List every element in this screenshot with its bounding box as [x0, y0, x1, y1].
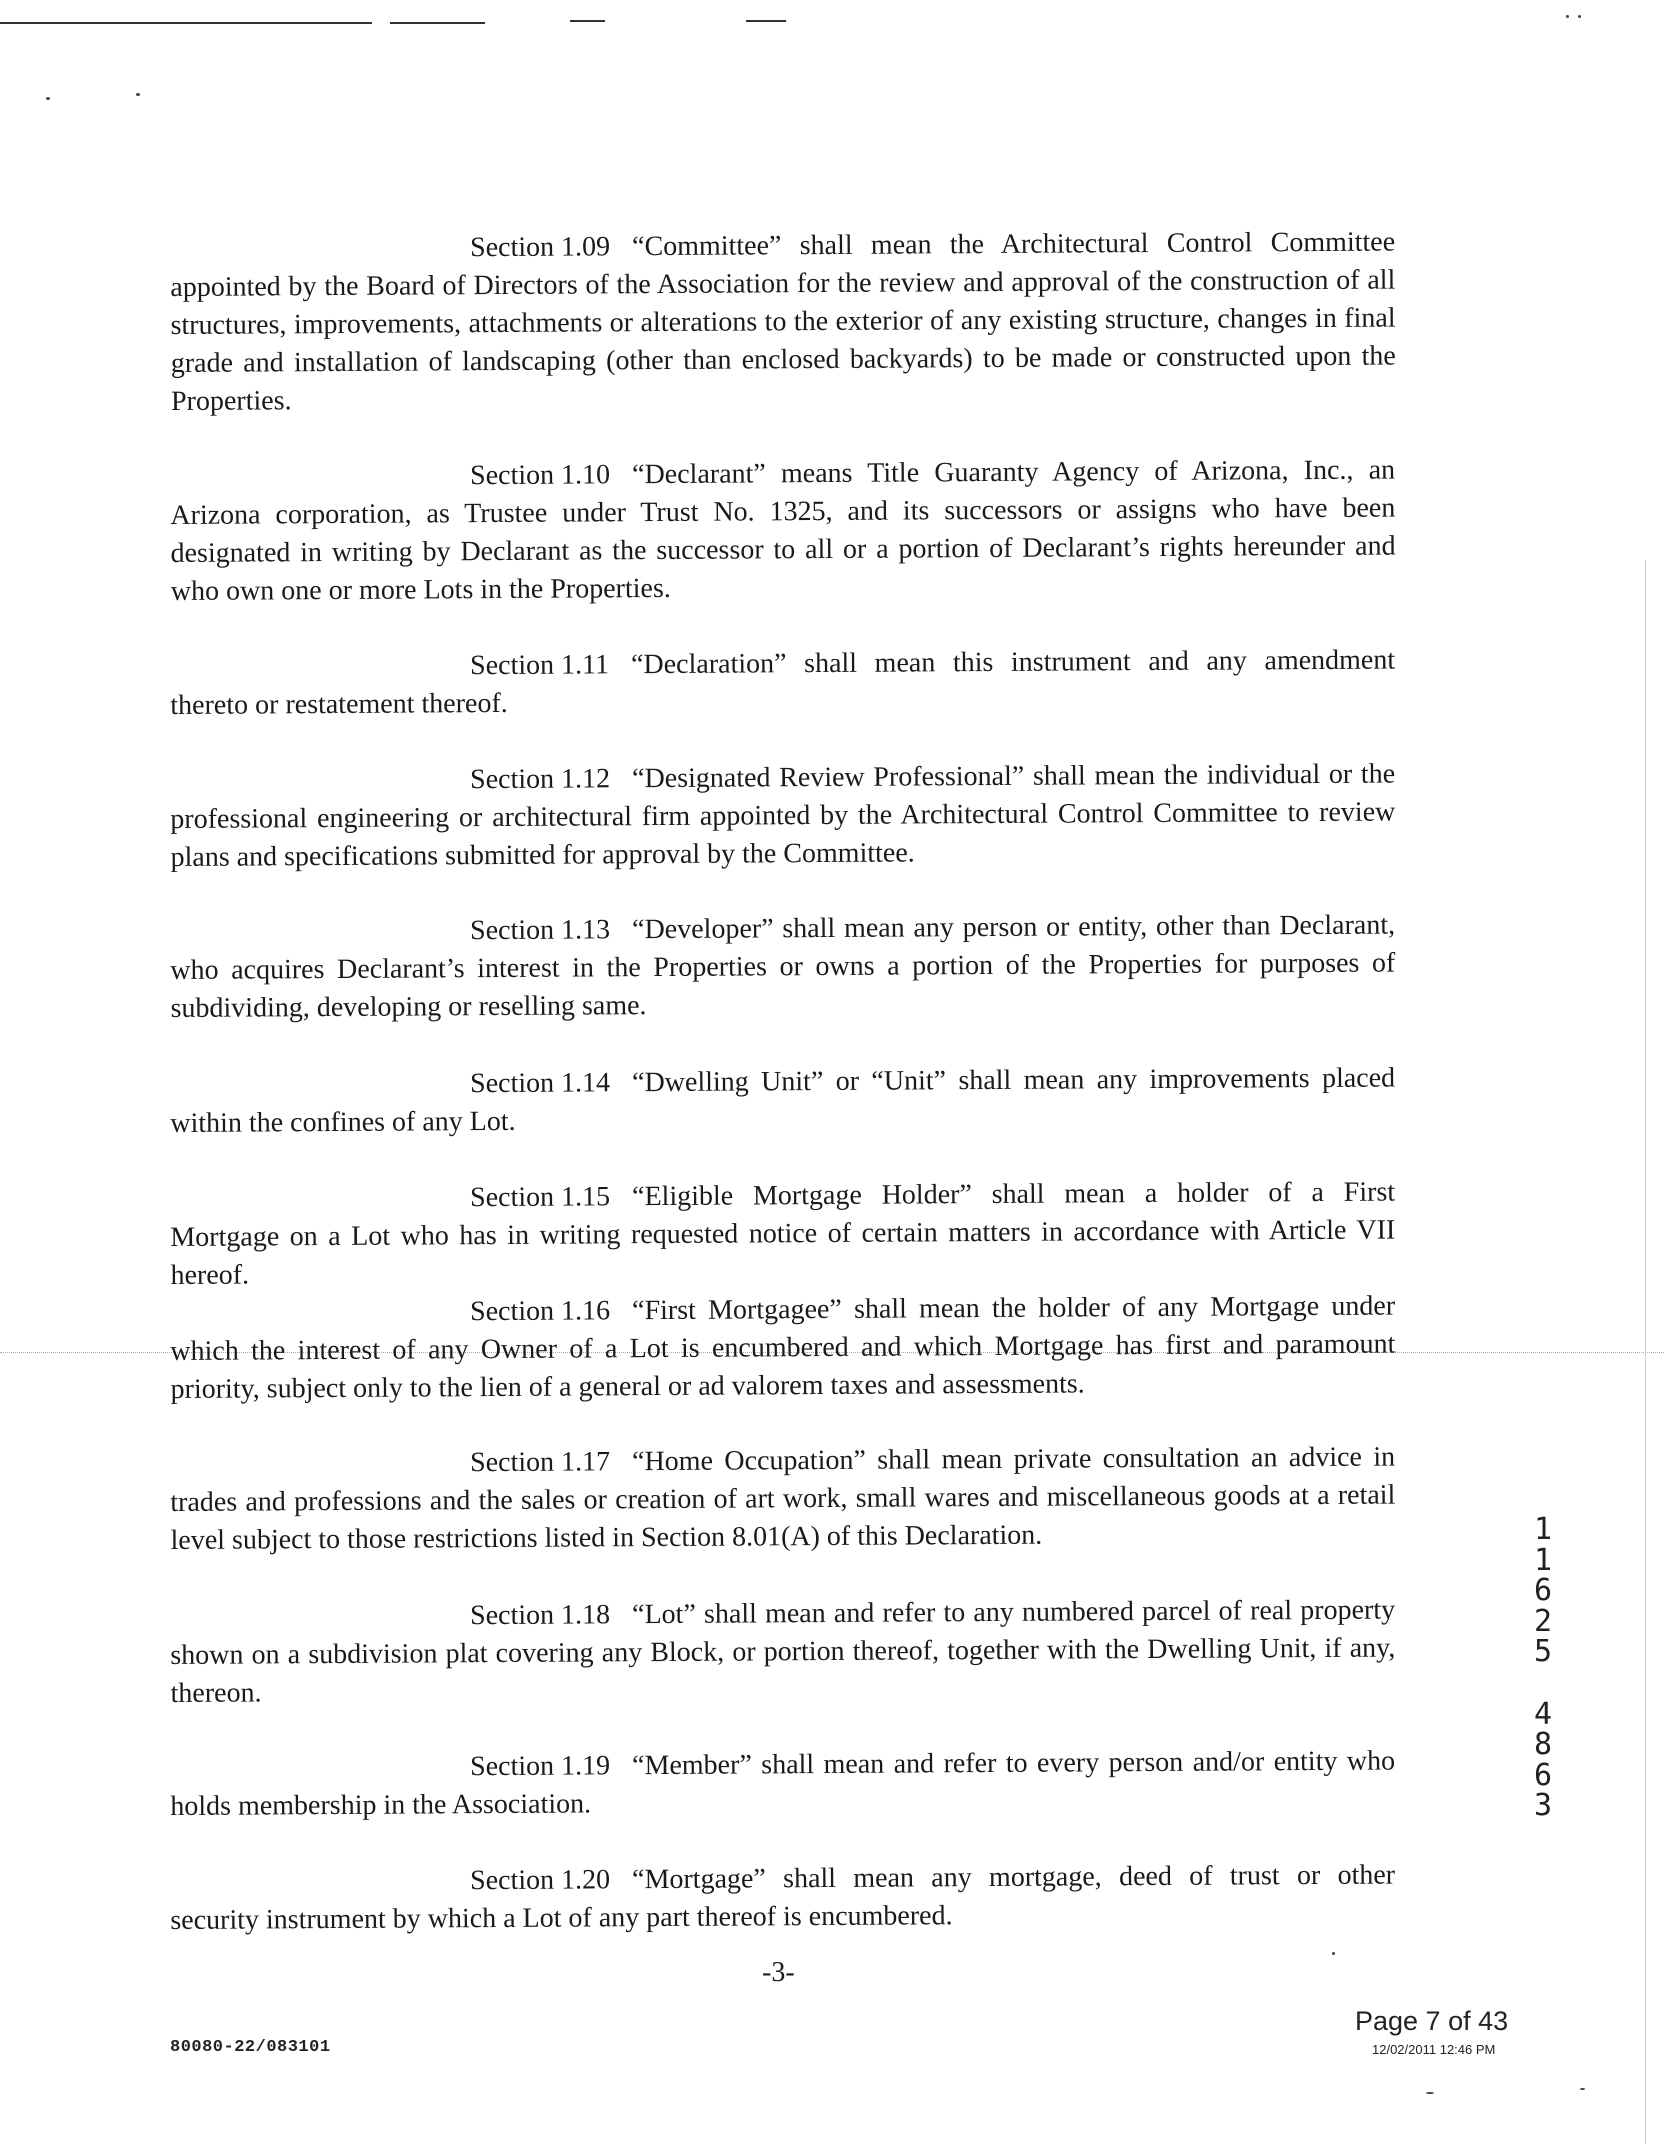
section-text: “Member” shall mean and refer to every person and/or entity who holds membership in the Association.: [170, 1745, 1396, 1822]
section-number: Section 1.16: [470, 1295, 611, 1328]
recording-number-gap: [1531, 1668, 1555, 1700]
section-number: Section 1.09: [470, 231, 611, 264]
document-code: 80080-22/083101: [170, 2038, 331, 2057]
section-number: Section 1.20: [470, 1864, 611, 1897]
section-number: Section 1.10: [470, 459, 611, 492]
scan-artifact-line: [570, 20, 605, 22]
section-number: Section 1.12: [470, 763, 611, 796]
scan-artifact-dot: [1426, 2092, 1434, 2094]
recording-digit: 1: [1533, 1512, 1553, 1547]
section-1-14: [170, 1060, 1395, 1143]
scan-artifact-dot: [1580, 2088, 1585, 2090]
scan-artifact-line: [390, 22, 485, 24]
section-text: “First Mortgagee” shall mean the holder of any Mortgage under which the interest of any Owner of a Lot is encumbered and which Mortgage has first and paramount priority, subject only to the lien of a general or ad valorem taxes and assessments.: [170, 1290, 1396, 1405]
section-text: “Developer” shall mean any person or entity, other than Declarant, who acquires Declarant’s interest in the Properties or owns a portion of the Properties for purposes of subdividing, developing or reselling same.: [170, 909, 1396, 1024]
recording-digit: 6: [1533, 1573, 1553, 1608]
section-text: “Dwelling Unit” or “Unit” shall mean any improvements placed within the confines of any Lot.: [170, 1062, 1396, 1139]
section-number: Section 1.15: [470, 1181, 611, 1214]
scan-edge-line: [1645, 560, 1646, 2144]
section-1-10: [170, 452, 1396, 611]
recording-digit: 4: [1533, 1696, 1553, 1732]
section-text: “Lot” shall mean and refer to any numbered parcel of real property shown on a subdivision plat covering any Block, or portion thereof, together with the Dwelling Unit, if any, thereon.: [170, 1594, 1396, 1709]
section-number: Section 1.18: [470, 1599, 611, 1632]
recorder-datetime: 12/02/2011 12:46 PM: [1372, 2042, 1496, 2057]
section-number: Section 1.14: [470, 1067, 611, 1100]
section-number: Section 1.11: [470, 649, 610, 682]
section-number: Section 1.13: [470, 914, 611, 947]
scan-artifact-line: [746, 20, 786, 22]
scan-artifact-dot: [1332, 1952, 1335, 1955]
section-1-15: [170, 1174, 1396, 1295]
section-1-19: [170, 1743, 1395, 1826]
section-1-12: [170, 756, 1396, 877]
section-text: “Eligible Mortgage Holder” shall mean a holder of a First Mortgage on a Lot who has in writing requested notice of certain matters in accordance with Article VII hereof.: [170, 1176, 1396, 1291]
scan-artifact-dot: [46, 97, 50, 100]
section-1-13: [170, 907, 1396, 1028]
section-1-18: [170, 1592, 1396, 1713]
recording-digit: 6: [1533, 1757, 1553, 1793]
page-number: -3-: [762, 1957, 795, 1988]
section-1-17: [170, 1439, 1396, 1560]
section-text: “Declarant” means Title Guaranty Agency of Arizona, Inc., an Arizona corporation, as Trustee under Trust No. 1325, and its successors or assigns who have been designated in writing by Declarant as the successor to all or a portion of Declarant’s rights hereunder and who own one or more Lots in the Properties.: [170, 454, 1396, 607]
scan-artifact-dot: [1578, 15, 1581, 18]
section-number: Section 1.17: [470, 1446, 611, 1479]
section-1-20: [170, 1857, 1395, 1940]
section-1-09: [170, 224, 1396, 421]
recording-digit: 3: [1533, 1788, 1553, 1823]
section-text: “Designated Review Professional” shall mean the individual or the professional engineering or architectural firm appointed by the Architectural Control Committee to review plans and specifications submitted for approval by the Committee.: [170, 758, 1396, 873]
section-text: “Declaration” shall mean this instrument and any amendment thereto or restatement thereof.: [170, 644, 1396, 721]
section-text: “Home Occupation” shall mean private consultation an advice in trades and professions and the sales or creation of art work, small wares and miscellaneous goods at a retail level subject to those restrictions listed in Section 8.01(A) of this Declaration.: [170, 1441, 1396, 1556]
recording-digit: 5: [1533, 1634, 1553, 1669]
recording-digit: 2: [1533, 1603, 1553, 1639]
recorder-page-label: Page 7 of 43: [1355, 2006, 1509, 2036]
section-text: “Mortgage” shall mean any mortgage, deed of trust or other security instrument by which a Lot of any part thereof is encumbered.: [170, 1859, 1396, 1936]
scan-artifact-dot: [1566, 15, 1569, 18]
recording-digit: 1: [1533, 1542, 1553, 1578]
scan-artifact-dot: [136, 93, 140, 96]
recording-digit: 8: [1533, 1727, 1553, 1762]
scan-artifact-line: [0, 22, 372, 24]
section-1-16: [170, 1288, 1396, 1409]
section-number: Section 1.19: [470, 1750, 611, 1783]
section-text: “Committee” shall mean the Architectural Control Committee appointed by the Board of Directors of the Association for the review and approval of the construction of all structures, improvements, attachments or alterations to the exterior of any existing structure, changes in final grade and installation of landscaping (other than enclosed backyards) to be made or constructed upon the Properties.: [170, 226, 1396, 417]
recording-number: [1531, 1512, 1555, 1823]
section-1-11: [170, 642, 1395, 725]
